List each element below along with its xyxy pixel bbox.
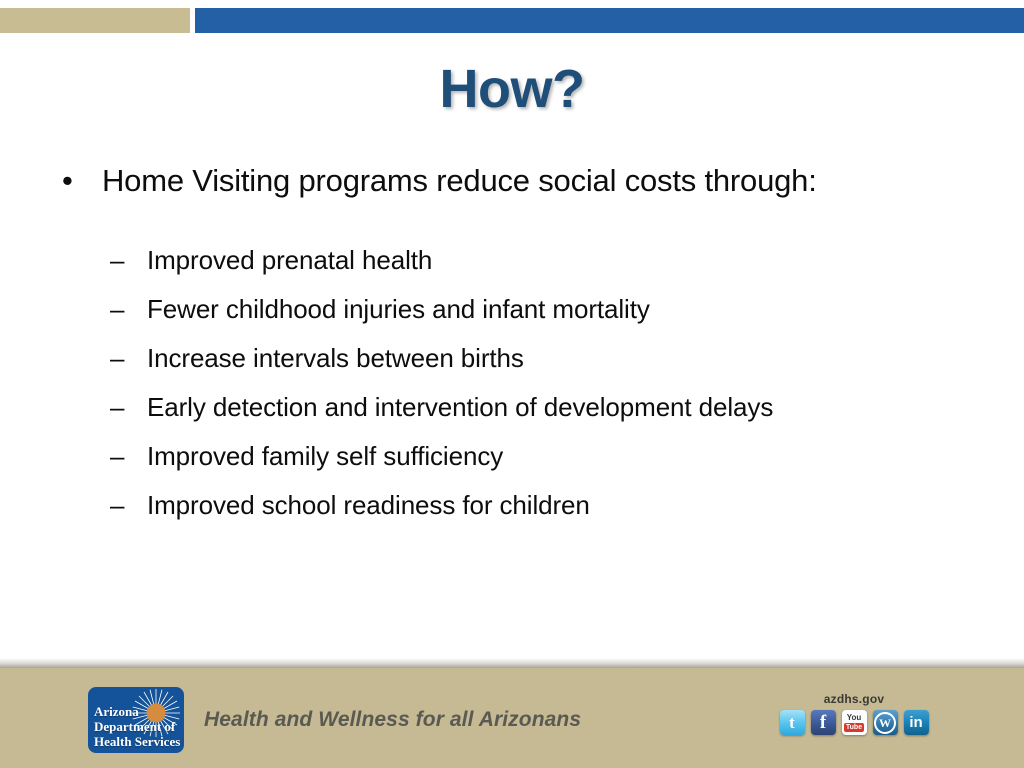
slide-footer xyxy=(0,668,1024,768)
sub-bullet-item xyxy=(0,443,1024,492)
main-bullet-item xyxy=(0,162,1024,199)
dash-marker-icon: – xyxy=(110,294,125,325)
sub-bullet-label: Fewer childhood injuries and infant mortality xyxy=(147,294,650,325)
facebook-glyph: f xyxy=(819,711,827,733)
slide-body xyxy=(0,162,1024,541)
sub-bullet-label: Improved school readiness for children xyxy=(147,490,590,521)
youtube-glyph-top: You xyxy=(846,712,862,722)
sub-bullet-label: Increase intervals between births xyxy=(147,343,524,374)
azdhs-logo-line3: Health Services xyxy=(94,734,181,749)
dash-marker-icon: – xyxy=(110,343,125,374)
website-url-label: azdhs.gov xyxy=(823,692,885,706)
footer-tagline: Health and Wellness for all Arizonans xyxy=(204,708,582,731)
sub-bullet-item xyxy=(0,296,1024,345)
twitter-glyph: t xyxy=(789,712,795,732)
youtube-icon[interactable] xyxy=(842,710,867,735)
dash-marker-icon: – xyxy=(110,392,125,423)
sub-bullet-label: Improved family self sufficiency xyxy=(147,441,504,472)
header-accent-bars xyxy=(0,8,1024,33)
social-icon-row xyxy=(774,710,934,735)
slide-title: How? xyxy=(439,59,585,119)
sub-bullet-item xyxy=(0,492,1024,541)
azdhs-logo xyxy=(88,687,184,753)
bullet-marker-icon: • xyxy=(62,163,73,198)
main-bullet-label: Home Visiting programs reduce social costs through: xyxy=(102,163,817,198)
azdhs-logo-line1: Arizona xyxy=(94,704,139,719)
sub-bullet-label: Early detection and intervention of development delays xyxy=(147,392,774,423)
social-links-area xyxy=(774,692,934,735)
sub-bullet-item xyxy=(0,394,1024,443)
linkedin-icon[interactable] xyxy=(904,710,929,735)
dash-marker-icon: – xyxy=(110,245,125,276)
sub-bullet-item xyxy=(0,247,1024,296)
wordpress-icon[interactable] xyxy=(873,710,898,735)
linkedin-glyph: in xyxy=(909,714,923,731)
dash-marker-icon: – xyxy=(110,441,125,472)
facebook-icon[interactable] xyxy=(811,710,836,735)
dash-marker-icon: – xyxy=(110,490,125,521)
tan-accent-bar xyxy=(0,8,190,33)
footer-divider xyxy=(0,658,1024,668)
youtube-glyph-bottom: Tube xyxy=(845,723,863,731)
azdhs-logo-text xyxy=(94,704,180,749)
azdhs-logo-line2: Department of xyxy=(94,719,176,734)
sub-bullet-label: Improved prenatal health xyxy=(147,245,433,276)
twitter-icon[interactable] xyxy=(780,710,805,735)
sub-bullet-item xyxy=(0,345,1024,394)
sub-bullet-list xyxy=(0,247,1024,541)
blue-accent-bar xyxy=(195,8,1024,33)
wordpress-glyph: W xyxy=(874,712,896,734)
